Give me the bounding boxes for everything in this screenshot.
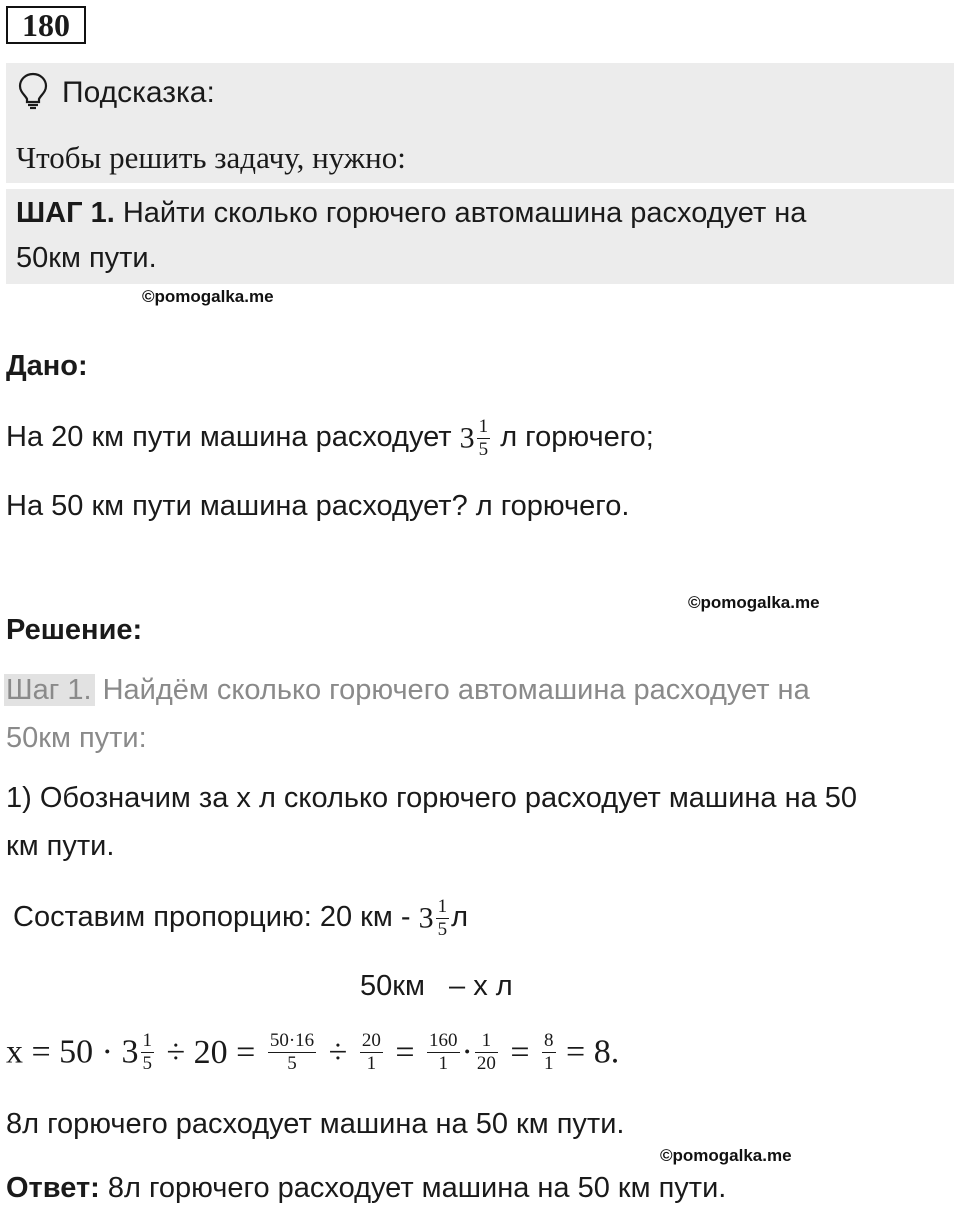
solution-heading: Решение: — [6, 614, 143, 646]
equation-operator: · — [461, 1033, 473, 1071]
fraction-numerator: 20 — [361, 1030, 381, 1051]
fraction-numerator: 1 — [478, 416, 489, 437]
proportion-line-1 — [13, 896, 468, 941]
hint-step-line1 — [16, 197, 806, 230]
given-line-1 — [6, 416, 654, 461]
fraction-denominator: 20 — [476, 1053, 496, 1074]
proportion-line-2: 50км – х л — [360, 970, 513, 1002]
lightbulb-icon — [18, 72, 48, 110]
equation-operator: = — [510, 1033, 530, 1071]
equation-operator: = — [395, 1033, 415, 1071]
solution-step-line2: 50км пути: — [6, 722, 147, 754]
given-mixed-whole: 3 — [459, 421, 475, 455]
given-heading: Дано: — [6, 350, 88, 382]
solution-conclusion: 8л горючего расходует машина на 50 км пути. — [6, 1108, 625, 1140]
proportion-text: Составим пропорцию: 20 км - — [13, 901, 411, 934]
equation-fraction-4 — [427, 1030, 460, 1075]
hint-intro: Чтобы решить задачу, нужно: — [16, 140, 406, 175]
solution-step-line1 — [4, 674, 810, 707]
fraction-numerator: 1 — [437, 896, 448, 917]
hint-step-label: ШАГ 1. — [16, 197, 115, 229]
fraction-numerator: 8 — [544, 1030, 554, 1051]
proportion-unit: л — [451, 901, 468, 934]
equation-fraction-1 — [141, 1030, 155, 1075]
answer-label: Ответ: — [6, 1172, 100, 1204]
fraction-denominator: 5 — [142, 1053, 152, 1074]
solution-step-label: Шаг 1. — [4, 674, 95, 706]
equation-lhs: x = 50 · 3 — [6, 1033, 139, 1071]
given-line-2: На 50 км пути машина расходует? л горючего. — [6, 490, 630, 522]
hint-title: Подсказка: — [62, 76, 215, 109]
fraction-denominator: 5 — [437, 919, 448, 940]
hint-step-line2: 50км пути. — [16, 242, 157, 274]
fraction-numerator: 1 — [142, 1030, 152, 1051]
equation-fraction-5 — [475, 1030, 498, 1075]
fraction-denominator: 1 — [438, 1053, 449, 1074]
fraction-numerator: 1 — [475, 1030, 498, 1053]
fraction-numerator: 50·16 — [269, 1030, 315, 1051]
watermark: ©pomogalka.me — [688, 593, 820, 612]
equation-fraction-2 — [268, 1030, 316, 1075]
fraction-denominator: 1 — [544, 1053, 554, 1074]
equation — [6, 1030, 619, 1075]
fraction-denominator: 5 — [287, 1053, 297, 1074]
equation-fraction-3 — [360, 1030, 383, 1075]
solution-step-text: Найдём сколько горючего автомашина расходует на — [102, 674, 810, 706]
answer-line — [6, 1172, 726, 1205]
given-line-1-tail: л горючего; — [500, 421, 654, 454]
equation-operator: ÷ — [328, 1033, 348, 1071]
equation-fraction-6 — [542, 1030, 556, 1075]
given-line-1-text: На 20 км пути машина расходует — [6, 421, 452, 454]
solution-item-1-line2: км пути. — [6, 830, 115, 862]
task-number: 180 — [6, 6, 86, 44]
hint-step-text: Найти сколько горючего автомашина расходует на — [122, 197, 807, 229]
equation-result: = 8. — [566, 1033, 620, 1071]
proportion-mixed-whole: 3 — [418, 901, 434, 935]
watermark: ©pomogalka.me — [660, 1146, 792, 1165]
fraction-denominator: 5 — [478, 439, 489, 460]
equation-operator: ÷ 20 = — [166, 1033, 256, 1071]
given-fraction — [477, 416, 491, 461]
fraction-denominator: 1 — [366, 1053, 377, 1074]
watermark: ©pomogalka.me — [142, 287, 274, 306]
solution-item-1-line1: 1) Обозначим за х л сколько горючего расходует машина на 50 — [6, 782, 858, 814]
proportion-fraction — [436, 896, 450, 941]
answer-text: 8л горючего расходует машина на 50 км пути. — [107, 1172, 727, 1204]
fraction-numerator: 160 — [429, 1030, 458, 1051]
